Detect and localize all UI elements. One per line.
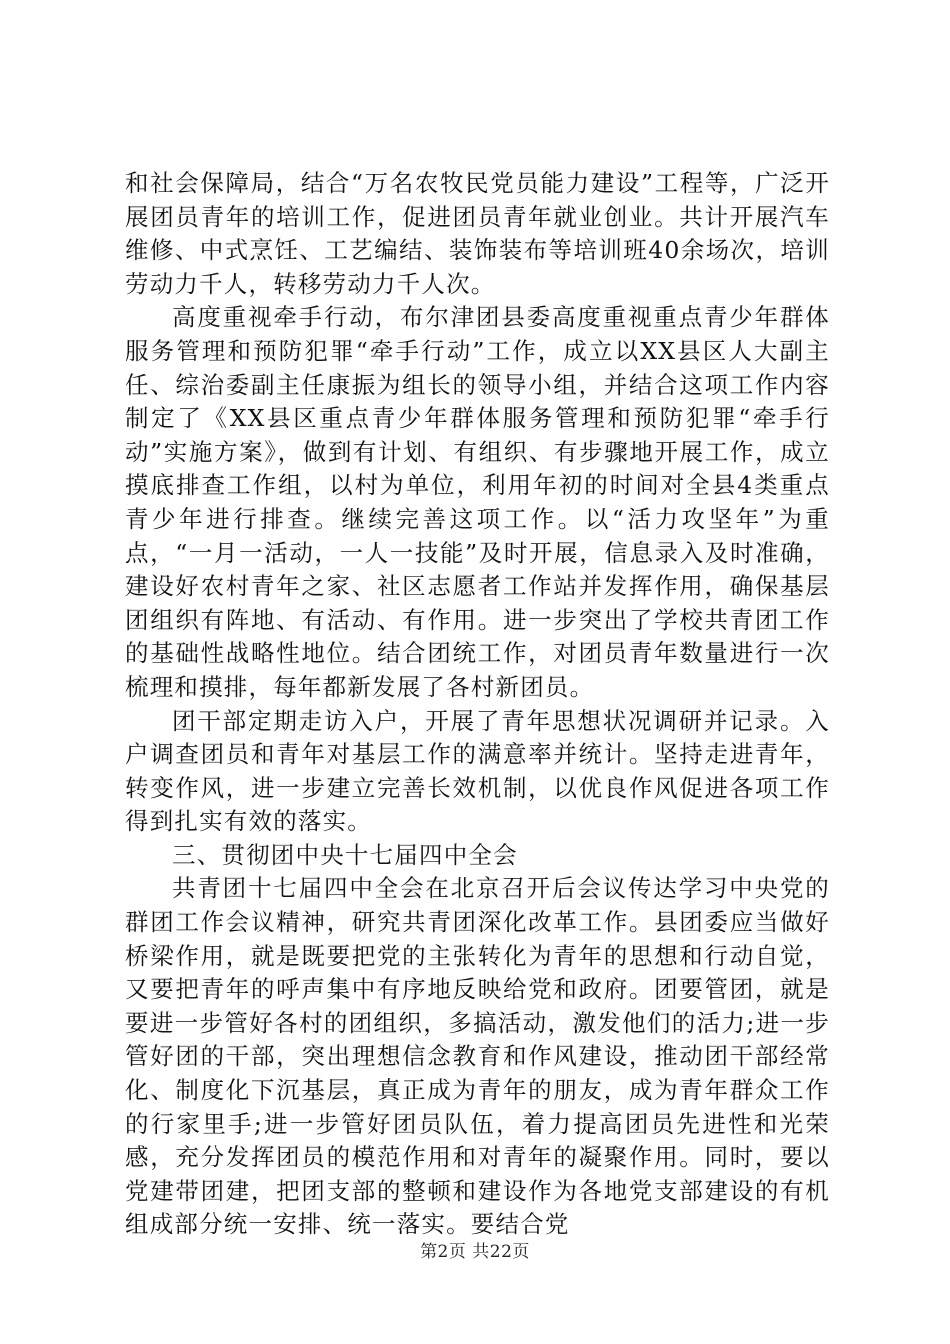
paragraph-2: 高度重视牵手行动，布尔津团县委高度重视重点青少年群体服务管理和预防犯罪“牵手行动”工作，成立以XX县区人大副主任、综治委副主任康振为组长的领导小组，并结合这项工作内容制定了《XX县区重点青少年群体服务管理和预防犯罪“牵手行动”实施方案》，做到有计划、有组织、有步骤地开展工作，成立摸底排查工作组，以村为单位，利用年初的时间对全县4类重点青少年进行排查。继续完善这项工作。以“活力攻坚年”为重点，“一月一活动，一人一技能”及时开展，信息录入及时准确，建设好农村青年之家、社区志愿者工作站并发挥作用，确保基层团组织有阵地、有活动、有作用。进一步突出了学校共青团工作的基础性战略性地位。结合团统工作，对团员青年数量进行一次梳理和摸排，每年都新发展了各村新团员。 <box>125 303 830 701</box>
section-heading: 三、贯彻团中央十七届四中全会 <box>172 840 518 869</box>
page-number-footer: 第2页 共22页 <box>420 1242 530 1262</box>
document-body <box>125 167 830 1242</box>
paragraph-4: 共青团十七届四中全会在北京召开后会议传达学习中央党的群团工作会议精神，研究共青团深化改革工作。县团委应当做好桥梁作用，就是既要把党的主张转化为青年的思想和行动自觉，又要把青年的呼声集中有序地反映给党和政府。团要管团，就是要进一步管好各村的团组织，多搞活动，激发他们的活力;进一步管好团的干部，突出理想信念教育和作风建设，推动团干部经常化、制度化下沉基层，真正成为青年的朋友，成为青年群众工作的行家里手;进一步管好团员队伍，着力提高团员先进性和光荣感，充分发挥团员的模范作用和对青年的凝聚作用。同时，要以党建带团建，把团支部的整顿和建设作为各地党支部建设的有机组成部分统一安排、统一落实。要结合党 <box>125 874 830 1239</box>
paragraph-1: 和社会保障局，结合“万名农牧民党员能力建设”工程等，广泛开展团员青年的培训工作，促进团员青年就业创业。共计开展汽车维修、中式烹饪、工艺编结、装饰装布等培训班40余场次，培训劳动力千人，转移劳动力千人次。 <box>125 169 830 298</box>
paragraph-3: 团干部定期走访入户，开展了青年思想状况调研并记录。入户调查团员和青年对基层工作的满意率并统计。坚持走进青年，转变作风，进一步建立完善长效机制，以优良作风促进各项工作得到扎实有效的落实。 <box>125 706 830 836</box>
